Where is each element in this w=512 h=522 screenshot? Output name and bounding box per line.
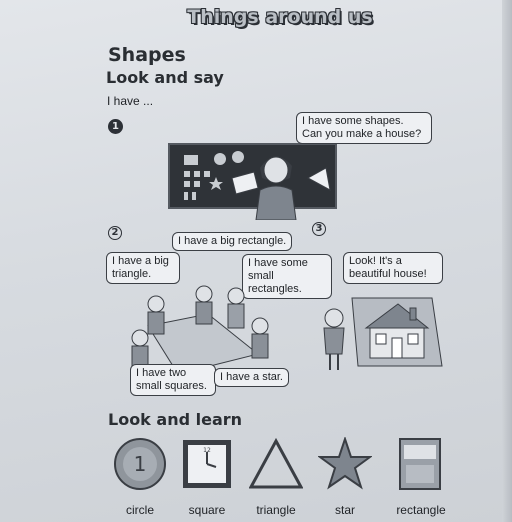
scene-number-2: 2 <box>108 226 122 240</box>
scene-number-1: 1 <box>108 119 123 134</box>
page-edge <box>502 0 512 522</box>
lesson-heading: Shapes <box>108 44 186 66</box>
teacher-speech-bubble: I have some shapes. Can you make a house? <box>296 112 432 144</box>
unit-title: Things around us <box>187 6 373 28</box>
look-and-learn-heading: Look and learn <box>108 410 243 429</box>
star-icon <box>318 437 372 491</box>
coin-icon <box>113 437 167 491</box>
shape-label-star: star <box>334 503 355 517</box>
triangle-icon <box>249 437 303 491</box>
star-bubble: I have a star. <box>214 368 289 387</box>
small-rectangles-bubble: I have some small rectangles. <box>242 254 332 299</box>
two-squares-bubble: I have two small squares. <box>130 364 216 396</box>
svg-text:1: 1 <box>133 452 147 476</box>
scene-number-3: 3 <box>312 222 326 236</box>
teacher-icon <box>230 138 340 220</box>
shape-label-square: square <box>188 503 226 517</box>
shape-label-circle: circle <box>125 503 154 517</box>
house-bubble: Look! It's a beautiful house! <box>343 252 443 284</box>
unit-banner <box>175 6 385 36</box>
clock-icon <box>180 437 234 491</box>
house-scene-icon <box>318 290 444 376</box>
svg-text:12: 12 <box>203 447 211 454</box>
look-and-say-heading: Look and say <box>106 68 224 87</box>
book-icon <box>394 437 448 491</box>
big-triangle-bubble: I have a big triangle. <box>106 252 180 284</box>
big-rectangle-bubble: I have a big rectangle. <box>172 232 292 251</box>
shape-label-triangle: triangle <box>256 503 296 517</box>
intro-text: I have ... <box>107 94 154 108</box>
shape-label-rectangle: rectangle <box>396 503 446 517</box>
